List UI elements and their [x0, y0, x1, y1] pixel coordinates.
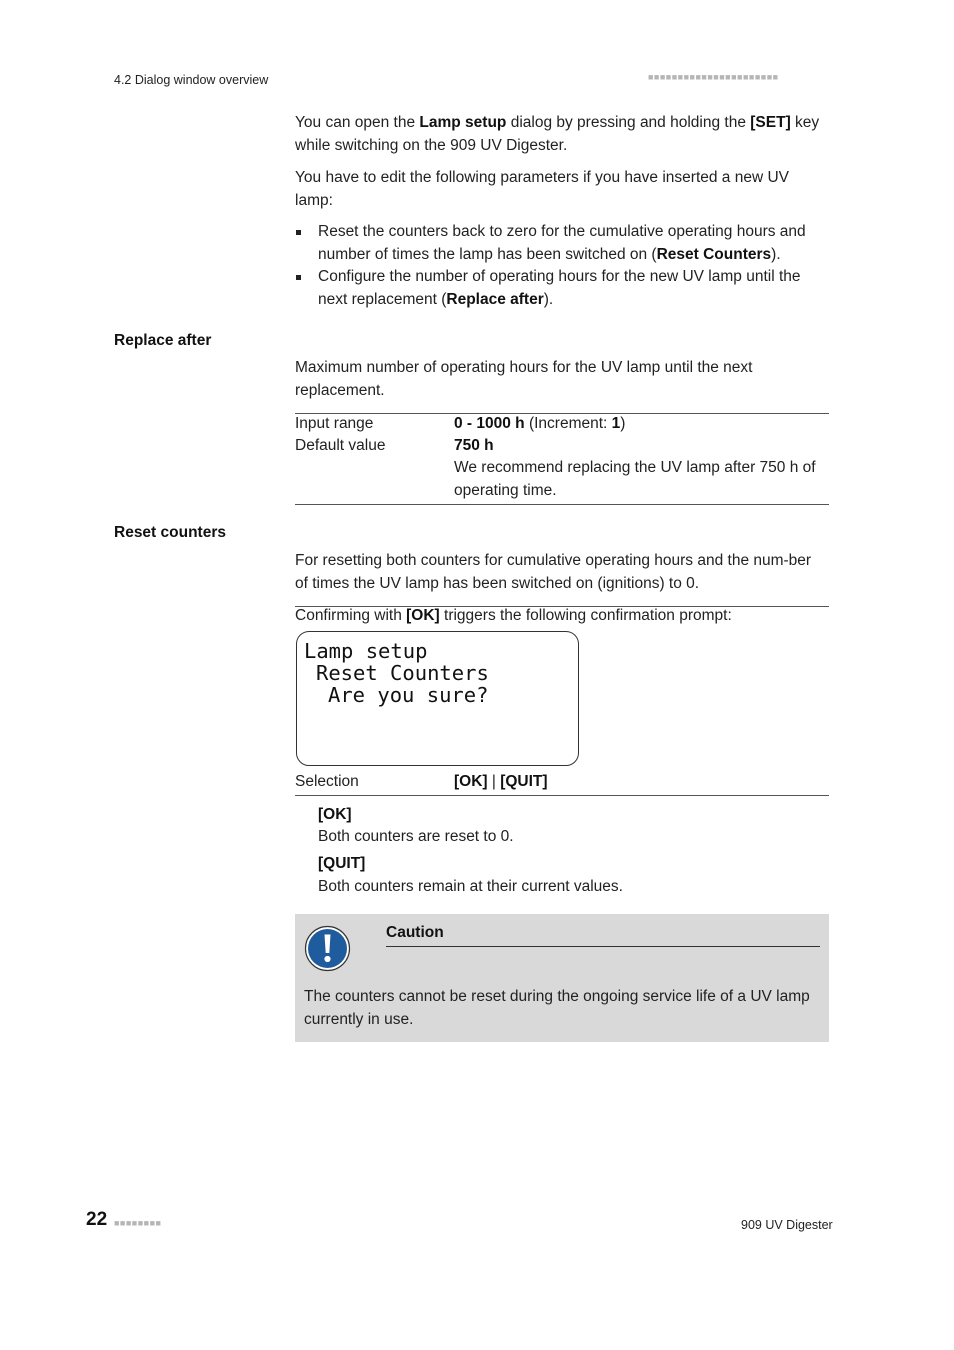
- input-range-label: Input range: [295, 415, 374, 432]
- exclamation-icon: [304, 925, 351, 972]
- confirm-prompt-text: Confirming with [OK] triggers the following confirmation prompt:: [295, 607, 732, 624]
- product-name: 909 UV Digester: [741, 1218, 833, 1232]
- lcd-line-2: Reset Counters: [316, 661, 489, 685]
- bullet-icon: [296, 230, 301, 235]
- reset-counters-heading: Reset counters: [114, 524, 226, 541]
- table-rule: [295, 795, 829, 796]
- header-section-title: 4.2 Dialog window overview: [114, 73, 269, 87]
- caution-title-rule: [386, 946, 820, 947]
- replace-after-heading: Replace after: [114, 332, 212, 349]
- selection-value: [OK] | [QUIT]: [454, 773, 548, 790]
- default-value-label: Default value: [295, 437, 386, 454]
- recommendation-text: We recommend replacing the UV lamp after 750 h of operating time.: [454, 459, 816, 499]
- default-value: 750 h: [454, 437, 494, 454]
- selection-label: Selection: [295, 773, 359, 790]
- page-number: 22: [86, 1209, 108, 1230]
- list-item: Configure the number of operating hours for the new UV lamp until the next replacement (Replace after).: [295, 266, 831, 311]
- footer-decoration: ■■■■■■■■: [114, 1218, 162, 1228]
- ok-option-description: Both counters are reset to 0.: [318, 828, 514, 845]
- bullet-icon: [296, 275, 301, 280]
- quit-option-title: [QUIT]: [318, 855, 366, 872]
- caution-title: Caution: [386, 924, 444, 941]
- header-decoration: ■■■■■■■■■■■■■■■■■■■■■■: [648, 72, 779, 82]
- lcd-line-3: Are you sure?: [328, 683, 489, 707]
- ok-option-title: [OK]: [318, 806, 352, 823]
- lamp-setup-term: Lamp setup: [419, 114, 507, 131]
- input-range-value: 0 - 1000 h (Increment: 1): [454, 415, 626, 432]
- list-item: Reset the counters back to zero for the cumulative operating hours and number of times the lamp has been switched on (Reset Counters).: [295, 221, 831, 266]
- reset-counters-description: For resetting both counters for cumulative operating hours and the num-ber of times the UV lamp has been switched on (ignitions) to 0.: [295, 552, 812, 592]
- parameter-list: [295, 221, 831, 311]
- replace-after-description: Maximum number of operating hours for the UV lamp until the next replacement.: [295, 359, 753, 399]
- caution-box: [295, 914, 829, 1042]
- intro-paragraph-1: You can open the Lamp setup dialog by pressing and holding the [SET] key while switching on the 909 UV Digester.: [295, 114, 820, 154]
- set-key-term: [SET]: [750, 114, 791, 131]
- lcd-display: [296, 631, 579, 766]
- table-rule: [295, 504, 829, 505]
- quit-option-description: Both counters remain at their current values.: [318, 878, 623, 895]
- lcd-line-1: Lamp setup: [304, 639, 428, 663]
- intro-paragraph-2: You have to edit the following parameters if you have inserted a new UV lamp:: [295, 169, 790, 209]
- caution-text: The counters cannot be reset during the ongoing service life of a UV lamp currently in use.: [304, 988, 810, 1028]
